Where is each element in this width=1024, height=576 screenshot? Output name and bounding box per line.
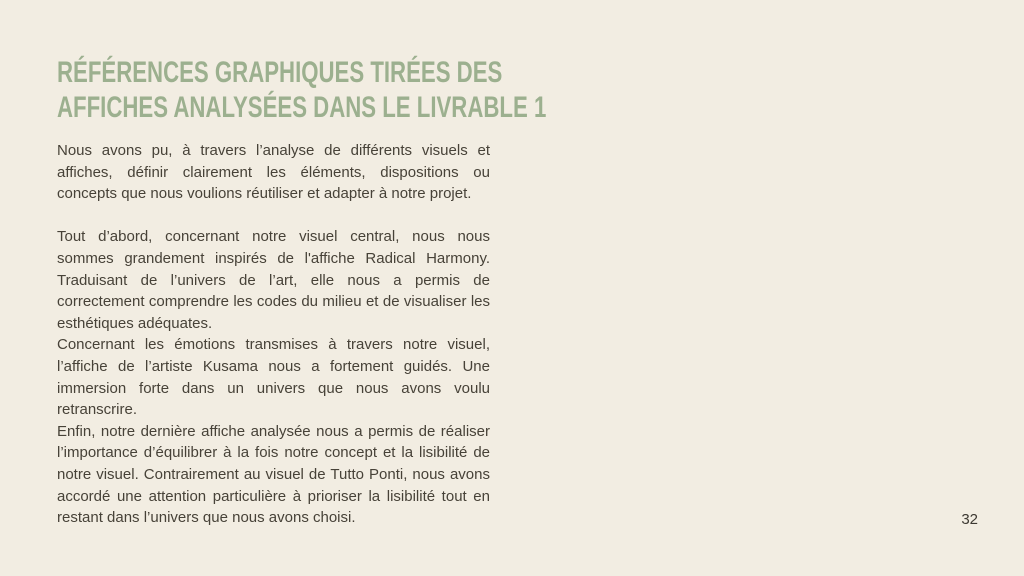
body-text-block bbox=[57, 140, 490, 529]
page-number: 32 bbox=[961, 511, 978, 528]
paragraph-intro: Nous avons pu, à travers l’analyse de différents visuels et affiches, définir clairement les éléments, dispositions ou concepts que nous voulions réutiliser et adapter à notre projet. bbox=[57, 142, 490, 203]
paragraph-kusama: Concernant les émotions transmises à travers notre visuel, l’affiche de l’artiste Kusama nous a fortement guidés. Une immersion forte dans un univers que nous avons voulu retranscrire. bbox=[57, 336, 490, 419]
paragraph-radical-harmony: Tout d’abord, concernant notre visuel central, nous nous sommes grandement inspirés de l'affiche Radical Harmony. Traduisant de l’univers de l’art, elle nous a permis de correctement comprendre les codes du milieu et de visualiser les esthétiques adéquates. bbox=[57, 228, 490, 332]
slide-title-line-1: RÉFÉRENCES GRAPHIQUES TIRÉES DES bbox=[57, 56, 503, 89]
slide-title bbox=[57, 55, 718, 125]
paragraph-tutto-ponti: Enfin, notre dernière affiche analysée nous a permis de réaliser l’importance d’équilibrer à la fois notre concept et la lisibilité de notre visuel. Contrairement au visuel de Tutto Ponti, nous avons accordé une attention particulière à prioriser la lisibilité tout en restant dans l’univers que nous avons choisi. bbox=[57, 422, 490, 527]
slide-title-line-2: AFFICHES ANALYSÉES DANS LE LIVRABLE 1 bbox=[57, 91, 547, 124]
